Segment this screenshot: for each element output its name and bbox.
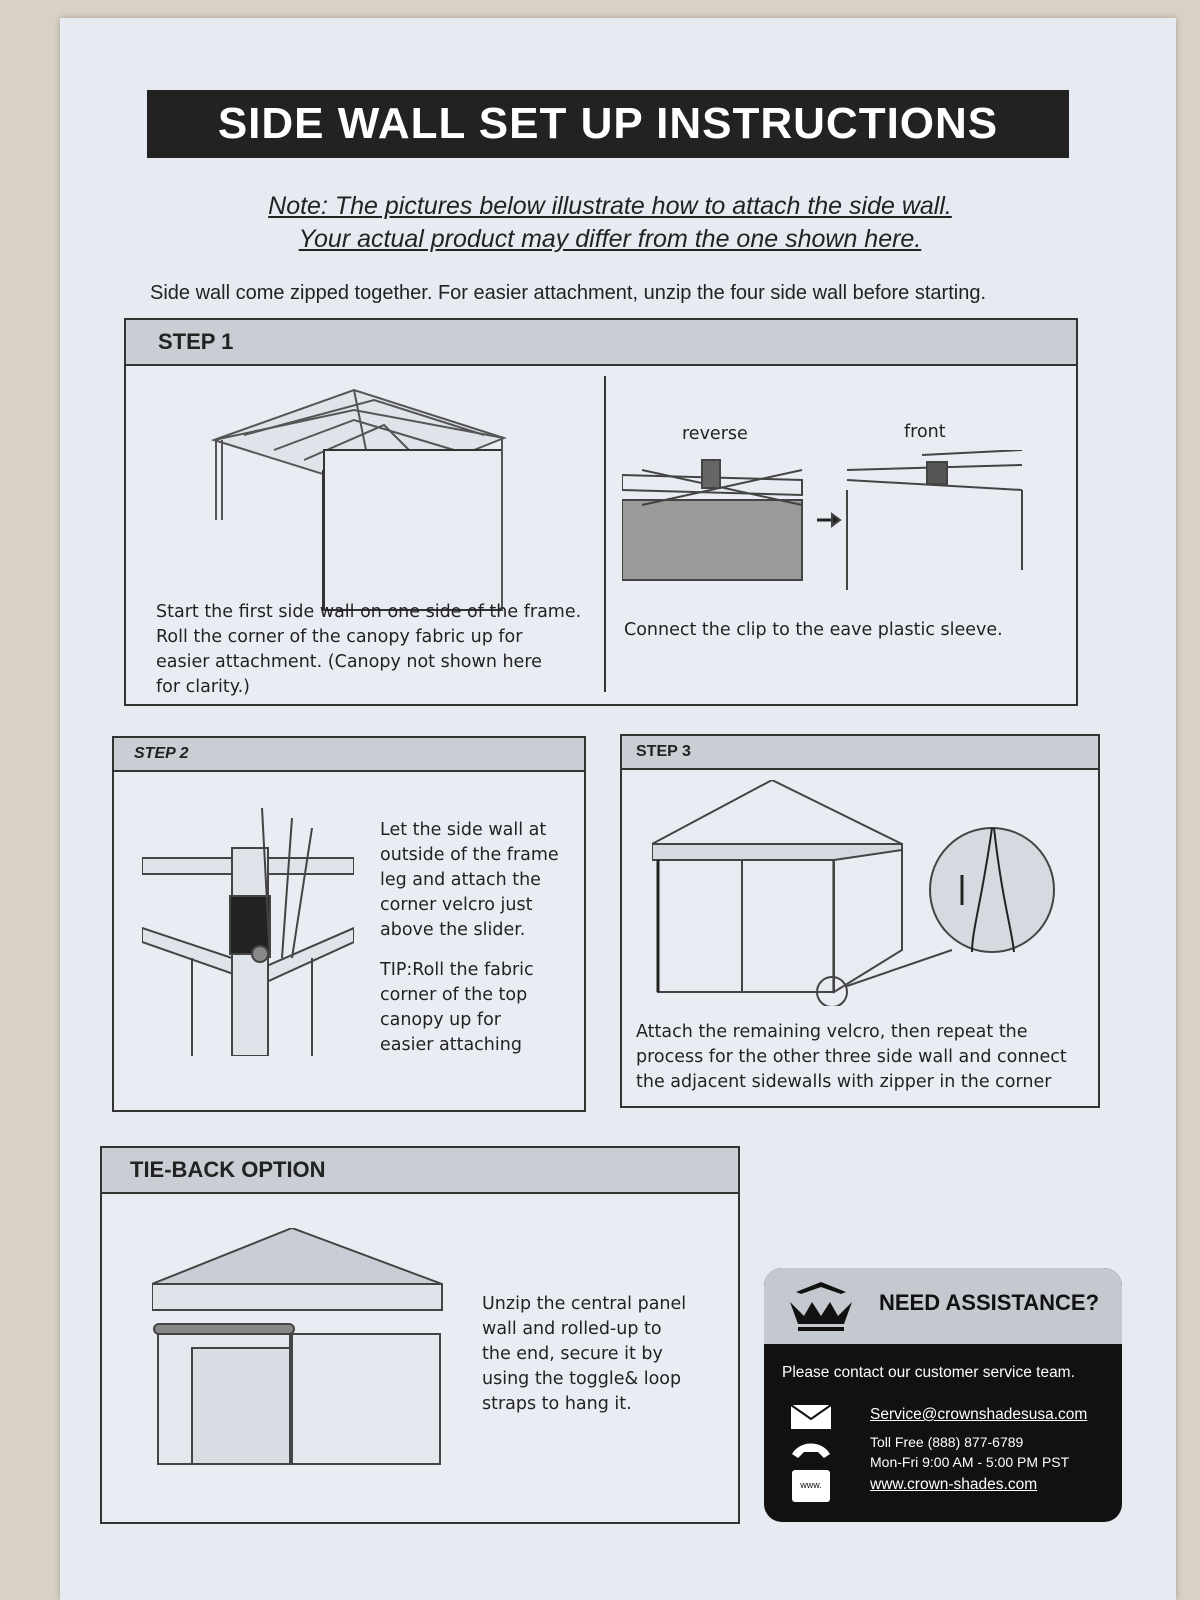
assistance-title: NEED ASSISTANCE? [879,1290,1100,1315]
tieback-text [482,1292,732,1417]
tent-sidewall-illustration [652,780,1072,1006]
office-hours: Mon-Fri 9:00 AM - 5:00 PM PST [870,1454,1070,1470]
step1-divider [604,376,606,692]
text-line: corner of the top [380,985,528,1005]
text-line: Unzip the central panel [482,1294,687,1314]
assistance-header [764,1268,1122,1344]
text-line: process for the other three side wall and connect [636,1047,1067,1067]
text-line: for clarity.) [156,677,251,697]
step3-panel [620,734,1100,1108]
text-line: the end, secure it by [482,1344,663,1364]
canopy-frame-illustration [204,380,524,620]
text-line: wall and rolled-up to [482,1319,662,1339]
text-line: TIP:Roll the fabric [380,960,534,980]
tieback-illustration [152,1228,452,1472]
step1-panel [124,318,1078,706]
step2-tip [380,958,580,1058]
text-line: Start the first side wall on one side of the frame. [156,602,582,622]
tieback-heading: TIE-BACK OPTION [102,1148,738,1194]
text-line: leg and attach the [380,870,541,890]
tieback-panel [100,1146,740,1524]
crown-logo-icon [786,1280,856,1332]
text-line: Let the side wall at [380,820,547,840]
text-line: using the toggle& loop [482,1369,682,1389]
intro-text: Side wall come zipped together. For easier attachment, unzip the four side wall before starting. [150,282,987,304]
assistance-card [764,1268,1122,1522]
step1-right-text: Connect the clip to the eave plastic sleeve. [624,620,1003,640]
text-line: outside of the frame [380,845,559,865]
text-line: above the slider. [380,920,526,940]
label-reverse: reverse [682,424,748,444]
step1-heading: STEP 1 [126,320,1076,366]
page-title: SIDE WALL SET UP INSTRUCTIONS [147,90,1069,158]
web-icon [792,1470,830,1502]
email-link[interactable]: Service@crownshadesusa.com [870,1406,1088,1423]
assistance-subtitle: Please contact our customer service team. [782,1364,1075,1381]
phone-icon [790,1440,832,1470]
step2-panel [112,736,586,1112]
step1-left-text [156,600,596,700]
step2-text [380,818,580,943]
text-line: easier attaching [380,1035,522,1055]
website-link[interactable]: www.crown-shades.com [870,1476,1038,1493]
step3-text [636,1020,1096,1095]
text-line: canopy up for [380,1010,501,1030]
text-line: corner velcro just [380,895,533,915]
corner-velcro-illustration [142,808,354,1056]
step3-heading: STEP 3 [622,736,1098,770]
phone-number: Toll Free (888) 877-6789 [870,1434,1024,1450]
text-line: Roll the corner of the canopy fabric up for [156,627,523,647]
text-line: Attach the remaining velcro, then repeat the [636,1022,1028,1042]
text-line: easier attachment. (Canopy not shown here [156,652,542,672]
text-line: straps to hang it. [482,1394,632,1414]
clip-illustration [622,450,1032,600]
note-line-2: Your actual product may differ from the one shown here. [298,225,922,253]
envelope-icon [790,1404,832,1430]
web-icon-label: www. [800,1480,822,1490]
note [150,190,1070,256]
note-line-1: Note: The pictures below illustrate how to attach the side wall. [268,192,952,220]
step2-heading: STEP 2 [114,738,584,772]
label-front: front [904,422,946,442]
text-line: the adjacent sidewalls with zipper in the corner [636,1072,1052,1092]
